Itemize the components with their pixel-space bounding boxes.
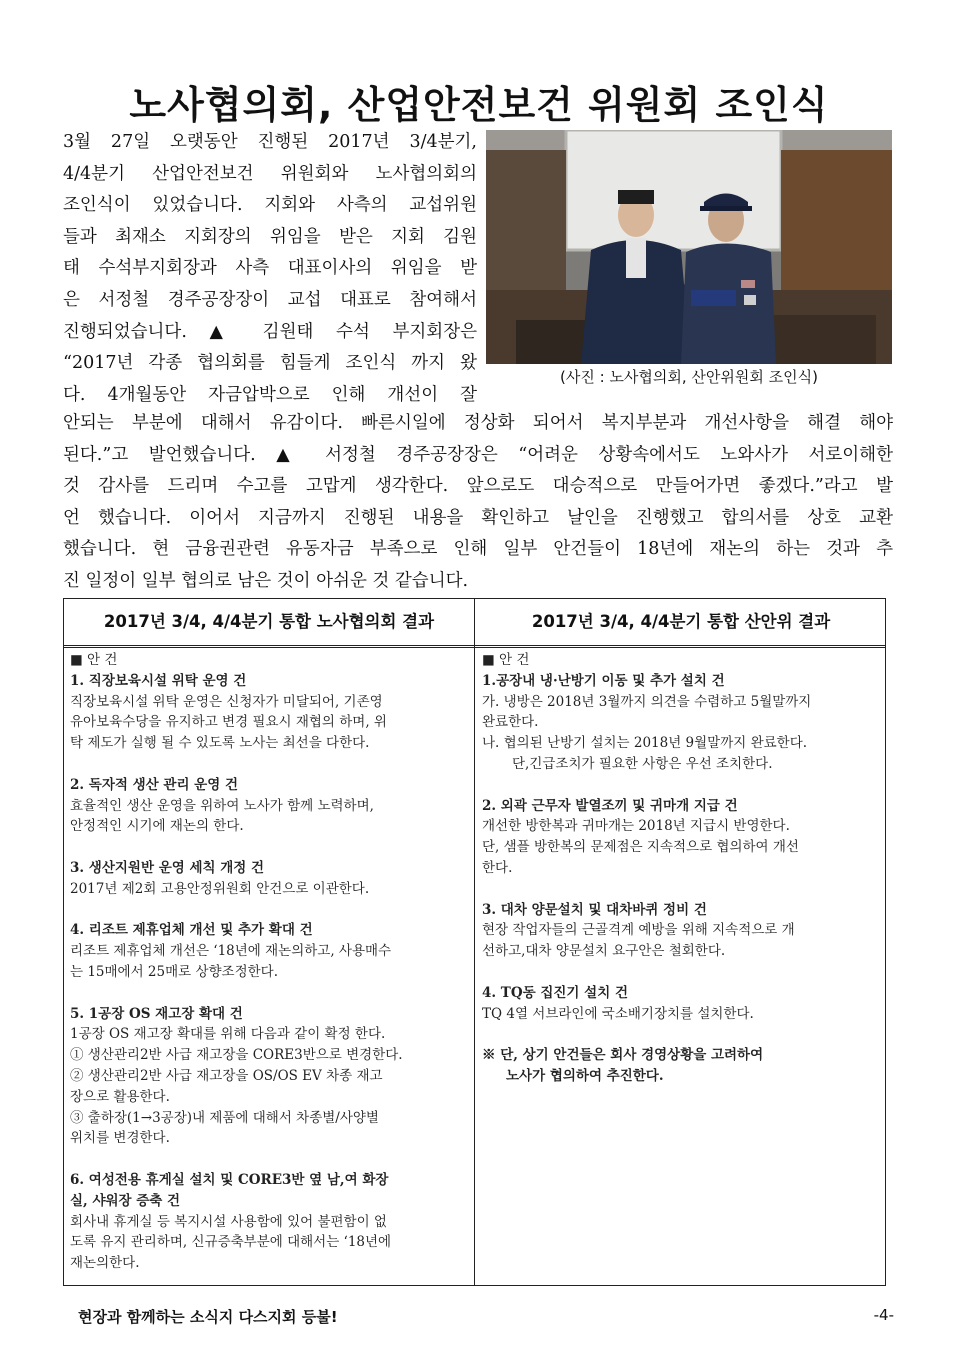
agenda-text: 유아보육수당을 유지하고 변경 필요시 재협의 하며, 위 xyxy=(70,714,387,731)
intro-line: “2017년 각종 협의회를 힘들게 조인식 까지 왔 xyxy=(63,353,477,374)
body-line: 했습니다. 현 금융권관련 유동자금 부족으로 인해 일부 안건들이 18년에 재논의 하는 것과 추 xyxy=(63,539,893,560)
left-table-header: 2017년 3/4, 4/4분기 통합 노사협의회 결과 xyxy=(103,612,435,631)
safety-committee-results xyxy=(482,650,880,1087)
agenda-title: 3. 생산지원반 운영 세칙 개정 건 xyxy=(70,859,265,876)
closing-note: ※ 단, 상기 안건들은 회사 경영상황을 고려하여 xyxy=(482,1047,764,1064)
right-table-header: 2017년 3/4, 4/4분기 통합 산안위 결과 xyxy=(531,612,831,631)
agenda-text: 위치를 변경한다. xyxy=(70,1130,170,1147)
agenda-text: 선하고,대차 양문설치 요구안은 철회한다. xyxy=(482,943,726,960)
photo-caption: (사진 : 노사협의회, 산안위원회 조인식) xyxy=(560,368,818,386)
agenda-text: 직장보육시설 위탁 운영은 신청자가 미달되어, 기존영 xyxy=(70,693,383,710)
intro-line: 3월 27일 오랫동안 진행된 2017년 3/4분기, xyxy=(63,132,477,152)
agenda-title: 5. 1공장 OS 재고장 확대 건 xyxy=(70,1005,243,1022)
agenda-text: 회사내 휴게실 등 복지시설 사용함에 있어 불편함이 없 xyxy=(70,1213,387,1230)
agenda-title: 4. TQ동 집진기 설치 건 xyxy=(482,984,628,1001)
ceremony-photo xyxy=(486,130,892,364)
agenda-text: 재논의한다. xyxy=(70,1255,140,1272)
intro-line: 다. 4개월동안 자금압박으로 인해 개선이 잘 xyxy=(63,384,477,405)
agenda-title: 2. 외곽 근무자 발열조끼 및 귀마개 지급 건 xyxy=(482,797,738,814)
agenda-text: 도록 유지 관리하며, 신규증축부분에 대해서는 ‘18년에 xyxy=(70,1234,392,1251)
body-line: 것 감사를 드리며 수고를 고맙게 생각한다. 앞으로도 대승적으로 만들어가면 좋겠다.”라고 발 xyxy=(63,476,893,497)
agenda-text: ① 생산관리2반 사급 재고장을 CORE3반으로 변경한다. xyxy=(70,1047,403,1064)
agenda-title: 2. 독자적 생산 관리 운영 건 xyxy=(70,776,239,793)
agenda-text: 한다. xyxy=(482,859,513,876)
agenda-text: 2017년 제2회 고용안정위원회 안건으로 이관한다. xyxy=(70,880,370,897)
page-title: 노사협의회, 산업안전보건 위원회 조인식 xyxy=(129,83,829,127)
agenda-text: TQ 4열 서브라인에 국소배기장치를 설치한다. xyxy=(482,1005,754,1022)
agenda-text: 개선한 방한복과 귀마개는 2018년 지급시 반영한다. xyxy=(482,818,790,835)
body-line: 된다.”고 발언했습니다. ▲ 서정철 경주공장장은 “어려운 상황속에서도 노와사가 서로이해한 xyxy=(63,444,893,465)
intro-line: 은 서정철 경주공장장이 교섭 대표로 참여해서 xyxy=(63,289,477,310)
section-label: ■ 안 건 xyxy=(482,652,530,668)
intro-line: 태 수석부지회장과 사측 대표이사의 위임을 받 xyxy=(63,258,477,279)
agenda-title: 1. 직장보육시설 위탁 운영 건 xyxy=(70,672,247,689)
agenda-text: 리조트 제휴업체 개선은 ‘18년에 재논의하고, 사용매수 xyxy=(70,943,392,960)
footer-slogan: 현장과 함께하는 소식지 다스지회 등불! xyxy=(78,1308,338,1326)
agenda-text: ③ 출하장(1→3공장)내 제품에 대해서 차종별/사양별 xyxy=(70,1109,379,1126)
agenda-text: 단, 샘플 방한복의 문제점은 지속적으로 협의하여 개선 xyxy=(482,839,799,856)
agenda-text: 탁 제도가 실행 될 수 있도록 노사는 최선을 다한다. xyxy=(70,735,370,752)
agenda-text: 완료한다. xyxy=(482,714,539,731)
agenda-text: 현장 작업자들의 근골격계 예방을 위해 지속적으로 개 xyxy=(482,922,795,939)
labor-council-results xyxy=(70,650,468,1274)
agenda-text: 1공장 OS 재고장 확대를 위해 다음과 같이 확정 한다. xyxy=(70,1026,386,1043)
agenda-text: 장으로 활용한다. xyxy=(70,1088,170,1105)
column-divider xyxy=(474,599,475,1285)
agenda-title: 1.공장내 냉·난방기 이동 및 추가 설치 건 xyxy=(482,672,725,689)
agenda-title: 실, 샤워장 증축 건 xyxy=(70,1192,181,1209)
header-divider xyxy=(64,645,885,648)
body-line: 안되는 부분에 대해서 유감이다. 빠른시일에 정상화 되어서 복지부분과 개선사항을 해결 해야 xyxy=(63,413,893,433)
page-number: -4- xyxy=(873,1306,894,1324)
agenda-title: 3. 대차 양문설치 및 대차바퀴 정비 건 xyxy=(482,901,707,918)
agenda-title: 4. 리조트 제휴업체 개선 및 추가 확대 건 xyxy=(70,922,313,939)
body-line: 언 했습니다. 이어서 지금까지 진행된 내용을 확인하고 날인을 진행했고 합의서를 상호 교환 xyxy=(63,507,893,528)
agenda-text: 는 15매에서 25매로 상향조정한다. xyxy=(70,963,279,980)
closing-note: 노사가 협의하여 추진한다. xyxy=(506,1067,664,1084)
intro-paragraph xyxy=(63,127,477,411)
intro-line: 들과 최재소 지회장의 위임을 받은 지회 김원 xyxy=(63,226,477,247)
body-paragraph xyxy=(63,408,893,598)
agenda-text: ② 생산관리2반 사급 재고장을 OS/OS EV 차종 재고 xyxy=(70,1067,383,1084)
body-line: 진 일정이 일부 협의로 남은 것이 아쉬운 것 같습니다. xyxy=(63,570,469,591)
intro-line: 4/4분기 산업안전보건 위원회와 노사협의회의 xyxy=(63,163,477,184)
results-table xyxy=(63,598,886,1286)
agenda-text: 가. 냉방은 2018년 3월까지 의견을 수렴하고 5월말까지 xyxy=(482,693,812,710)
agenda-text: 단,긴급조치가 필요한 사항은 우선 조치한다. xyxy=(512,755,773,772)
intro-line: 진행되었습니다. ▲ 김원태 수석 부지회장은 xyxy=(63,321,477,342)
agenda-text: 안정적인 시기에 재논의 한다. xyxy=(70,818,244,835)
section-label: ■ 안 건 xyxy=(70,652,118,668)
agenda-title: 6. 여성전용 휴게실 설치 및 CORE3반 옆 남,여 화장 xyxy=(70,1171,389,1188)
agenda-text: 효율적인 생산 운영을 위하여 노사가 함께 노력하며, xyxy=(70,797,374,814)
intro-line: 조인식이 있었습니다. 지회와 사측의 교섭위원 xyxy=(63,195,477,216)
agenda-text: 나. 협의된 난방기 설치는 2018년 9월말까지 완료한다. xyxy=(482,735,808,752)
